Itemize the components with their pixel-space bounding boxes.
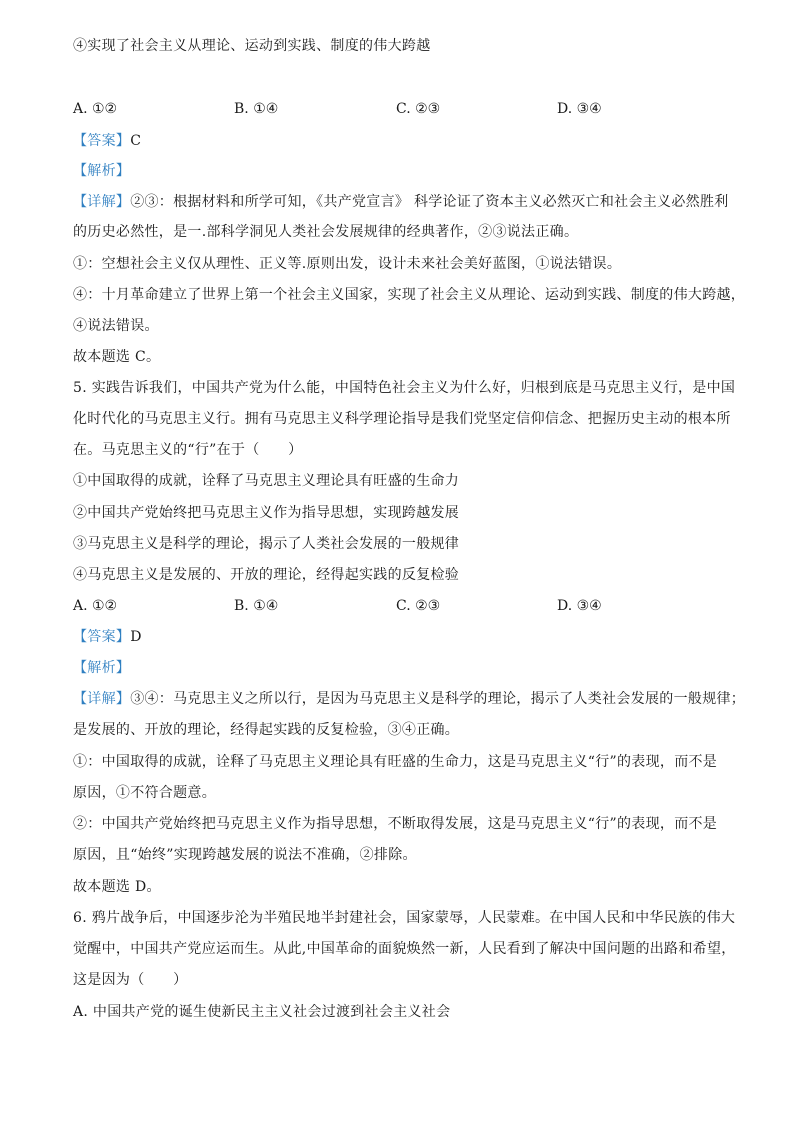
analysis-tag: 【解析】 xyxy=(73,660,131,676)
q5-option-b: B. ①④ xyxy=(234,598,279,614)
q4-option-c: C. ②③ xyxy=(396,101,441,117)
q4-option-d: D. ③④ xyxy=(557,101,602,117)
q6-stem-line-2: 觉醒中，中国共产党应运而生。从此,中国革命的面貌焕然一新，人民看到了解决中国问题的出路和希望， xyxy=(73,941,736,957)
detail-text: ②③：根据材料和所学可知，《共产党宣言》 科学论证了资本主义必然灭亡和社会主义必然胜利 xyxy=(130,194,729,210)
answer-tag: 【答案】 xyxy=(73,133,131,149)
q6-stem-line-1: 6. 鸦片战争后，中国逐步沦为半殖民地半封建社会，国家蒙辱，人民蒙难。在中国人民和中华民族的伟大 xyxy=(73,910,736,926)
q5-option-d: D. ③④ xyxy=(557,598,602,614)
q4-detail-line-3: ①：空想社会主义仅从理性、正义等.原则出发，设计未来社会美好蓝图，①说法错误。 xyxy=(73,256,622,272)
q5-stem-line-1: 5. 实践告诉我们，中国共产党为什么能，中国特色社会主义为什么好，归根到底是马克思主义行，是中国 xyxy=(73,380,736,396)
q5-conclusion: 故本题选 D。 xyxy=(73,879,161,895)
q5-detail-line-1 xyxy=(73,689,746,709)
q4-detail-line-5: ④说法错误。 xyxy=(73,318,159,334)
answer-value: D xyxy=(130,629,142,645)
q4-detail-line-4: ④：十月革命建立了世界上第一个社会主义国家，实现了社会主义从理论、运动到实践、制度的伟大跨越， xyxy=(73,287,746,303)
q5-option-c: C. ②③ xyxy=(396,598,441,614)
q5-detail-line-4: 原因，①不符合题意。 xyxy=(73,785,216,801)
analysis-tag: 【解析】 xyxy=(73,163,131,179)
q6-option-a: A. 中国共产党的诞生使新民主主义社会过渡到社会主义社会 xyxy=(73,1004,451,1020)
detail-tag: 【详解】 xyxy=(73,691,131,707)
q4-detail-line-1 xyxy=(73,192,729,212)
q6-stem-line-3: 这是因为（ ） xyxy=(73,972,188,988)
q5-item-4: ④马克思主义是发展的、开放的理论，经得起实践的反复检验 xyxy=(73,567,460,583)
q5-stem-line-3: 在。马克思主义的“行”在于（ ） xyxy=(73,442,303,458)
q4-option-a: A. ①② xyxy=(73,101,118,117)
q5-detail-line-2: 是发展的、开放的理论，经得起实践的反复检验，③④正确。 xyxy=(73,722,460,738)
q5-stem-line-2: 化时代化的马克思主义行。拥有马克思主义科学理论指导是我们党坚定信仰信念、把握历史主动的根本所 xyxy=(73,411,731,427)
q5-detail-line-6: 原因，且“始终”实现跨越发展的说法不准确，②排除。 xyxy=(73,847,417,863)
q5-option-a: A. ①② xyxy=(73,598,118,614)
answer-value: C xyxy=(130,133,142,149)
answer-tag: 【答案】 xyxy=(73,629,131,645)
detail-tag: 【详解】 xyxy=(73,194,131,210)
q4-answer xyxy=(73,131,723,151)
q5-detail-line-3: ①：中国取得的成就，诠释了马克思主义理论具有旺盛的生命力，这是马克思主义“行”的表现，而不是 xyxy=(73,754,718,770)
q5-item-3: ③马克思主义是科学的理论，揭示了人类社会发展的一般规律 xyxy=(73,536,460,552)
detail-text: ③④：马克思主义之所以行，是因为马克思主义是科学的理论，揭示了人类社会发展的一般规律； xyxy=(130,691,746,707)
q4-detail-line-2: 的历史必然性，是一.部科学洞见人类社会发展规律的经典著作，②③说法正确。 xyxy=(73,224,579,240)
q5-analysis-heading xyxy=(73,658,723,678)
q4-item-4: ④实现了社会主义从理论、运动到实践、制度的伟大跨越 xyxy=(73,38,431,54)
q5-item-2: ②中国共产党始终把马克思主义作为指导思想，实现跨越发展 xyxy=(73,505,460,521)
q5-item-1: ①中国取得的成就，诠释了马克思主义理论具有旺盛的生命力 xyxy=(73,473,460,489)
q5-answer xyxy=(73,627,723,647)
q5-detail-line-5: ②：中国共产党始终把马克思主义作为指导思想，不断取得发展，这是马克思主义“行”的表现，而不是 xyxy=(73,816,718,832)
q4-analysis-heading xyxy=(73,161,723,181)
q4-option-b: B. ①④ xyxy=(234,101,279,117)
q4-conclusion: 故本题选 C。 xyxy=(73,349,161,365)
